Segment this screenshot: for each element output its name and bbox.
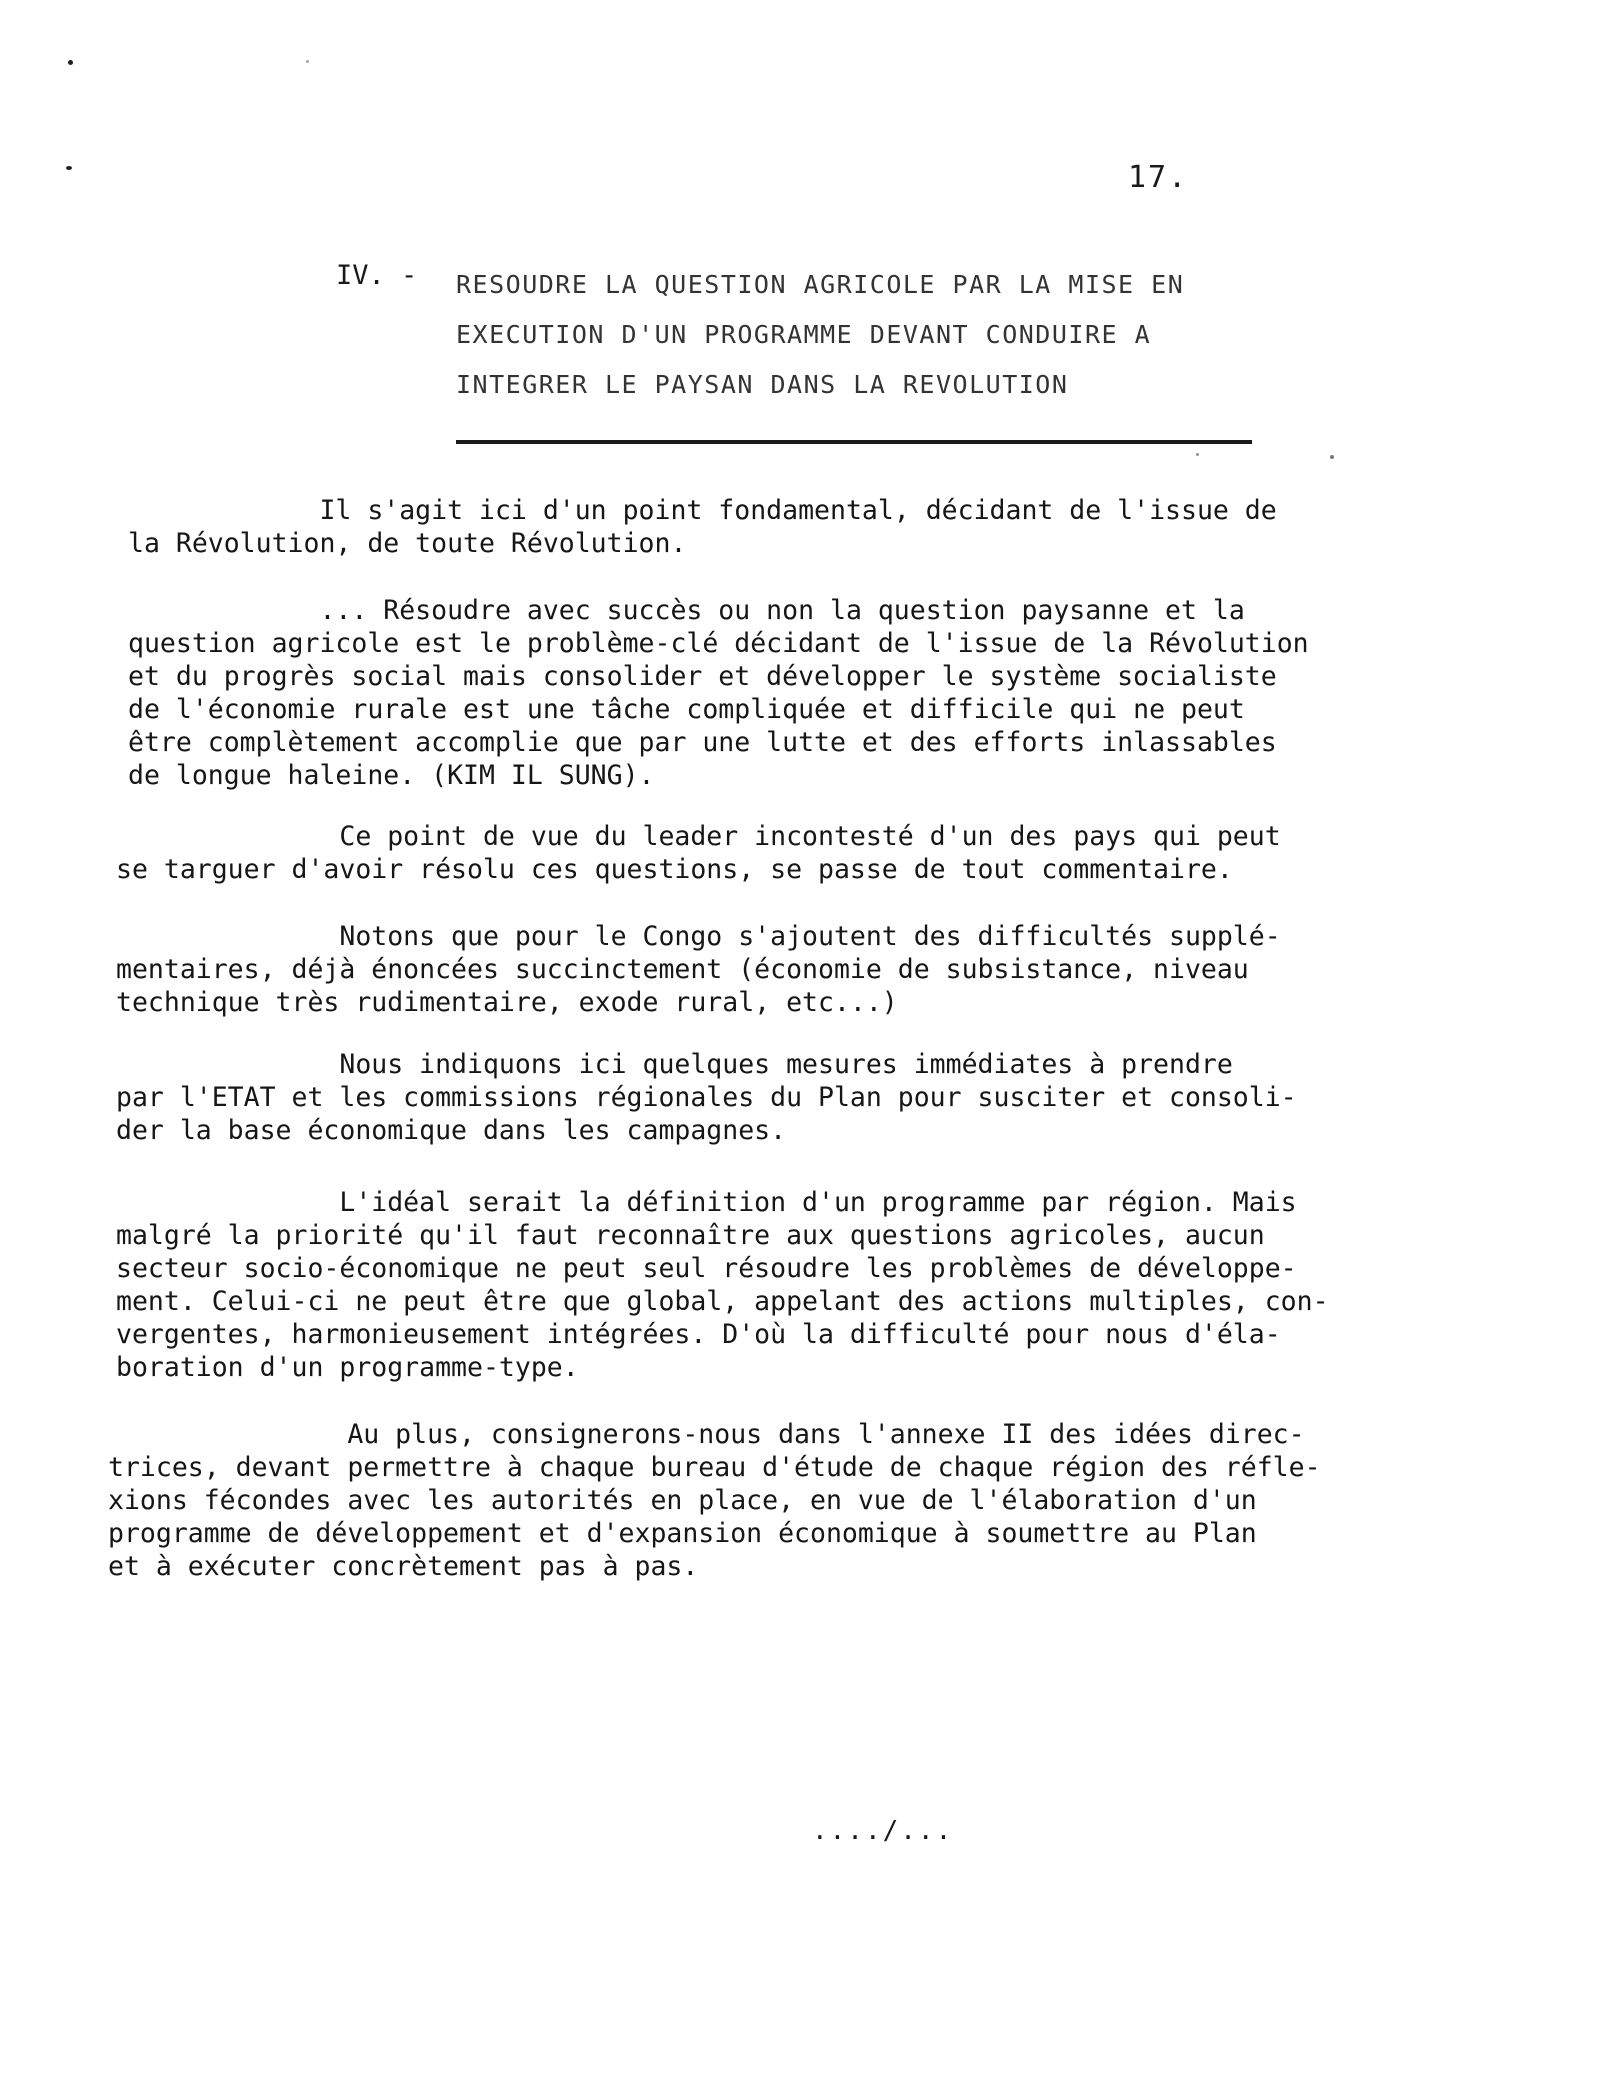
text-line: ... Résoudre avec succès ou non la question paysanne et la — [128, 595, 1245, 626]
scan-speck — [1196, 453, 1199, 456]
scan-speck — [68, 60, 73, 65]
text-line: boration d'un programme-type. — [116, 1352, 579, 1383]
continuation-marker: ..../... — [812, 1816, 954, 1846]
paragraph-intro — [128, 494, 1277, 560]
scan-speck — [306, 60, 309, 63]
text-line: de longue haleine. (KIM IL SUNG). — [128, 760, 655, 791]
paragraph-measures — [116, 1048, 1297, 1147]
text-line: se targuer d'avoir résolu ces questions, se passe de tout commentaire. — [116, 854, 1233, 885]
text-line: mentaires, déjà énoncées succinctement (économie de subsistance, niveau — [116, 954, 1249, 985]
text-line: Ce point de vue du leader incontesté d'un des pays qui peut — [116, 821, 1281, 852]
text-line: de l'économie rurale est une tâche compliquée et difficile qui ne peut — [128, 694, 1245, 725]
text-line: ment. Celui-ci ne peut être que global, appelant des actions multiples, con- — [116, 1286, 1329, 1317]
heading-line: RESOUDRE LA QUESTION AGRICOLE PAR LA MISE EN — [456, 270, 1185, 299]
text-line: secteur socio-économique ne peut seul résoudre les problèmes de développe- — [116, 1253, 1297, 1284]
text-line: Il s'agit ici d'un point fondamental, décidant de l'issue de — [128, 495, 1277, 526]
text-line: programme de développement et d'expansion économique à soumettre au Plan — [108, 1518, 1257, 1549]
paragraph-comment — [116, 820, 1281, 886]
section-number: IV. - — [336, 260, 418, 291]
page-number: 17. — [1128, 160, 1189, 195]
text-line: la Révolution, de toute Révolution. — [128, 528, 687, 559]
text-line: et à exécuter concrètement pas à pas. — [108, 1551, 699, 1582]
text-line: Au plus, consignerons-nous dans l'annexe II des idées direc- — [108, 1419, 1305, 1450]
text-line: L'idéal serait la définition d'un programme par région. Mais — [116, 1187, 1297, 1218]
text-line: être complètement accomplie que par une lutte et des efforts inlassables — [128, 727, 1277, 758]
text-line: trices, devant permettre à chaque bureau d'étude de chaque région des réfle- — [108, 1452, 1321, 1483]
text-line: Nous indiquons ici quelques mesures immédiates à prendre — [116, 1049, 1233, 1080]
paragraph-difficulties — [116, 920, 1281, 1019]
text-line: der la base économique dans les campagnes. — [116, 1115, 787, 1146]
text-line: xions fécondes avec les autorités en place, en vue de l'élaboration d'un — [108, 1485, 1257, 1516]
text-line: technique très rudimentaire, exode rural, etc...) — [116, 987, 898, 1018]
text-line: malgré la priorité qu'il faut reconnaître aux questions agricoles, aucun — [116, 1220, 1265, 1251]
heading-underline — [456, 440, 1252, 444]
text-line: et du progrès social mais consolider et développer le système socialiste — [128, 661, 1277, 692]
text-line: question agricole est le problème-clé décidant de l'issue de la Révolution — [128, 628, 1309, 659]
heading-line: INTEGRER LE PAYSAN DANS LA REVOLUTION — [456, 370, 1069, 399]
text-line: par l'ETAT et les commissions régionales du Plan pour susciter et consoli- — [116, 1082, 1297, 1113]
text-line: vergentes, harmonieusement intégrées. D'où la difficulté pour nous d'éla- — [116, 1319, 1281, 1350]
text-line: Notons que pour le Congo s'ajoutent des difficultés supplé- — [116, 921, 1281, 952]
paragraph-ideal — [116, 1186, 1329, 1384]
paragraph-quotation — [128, 594, 1309, 792]
paragraph-annex — [108, 1418, 1321, 1583]
scan-speck — [1330, 455, 1334, 459]
heading-line: EXECUTION D'UN PROGRAMME DEVANT CONDUIRE A — [456, 320, 1152, 349]
scan-speck — [66, 166, 72, 170]
